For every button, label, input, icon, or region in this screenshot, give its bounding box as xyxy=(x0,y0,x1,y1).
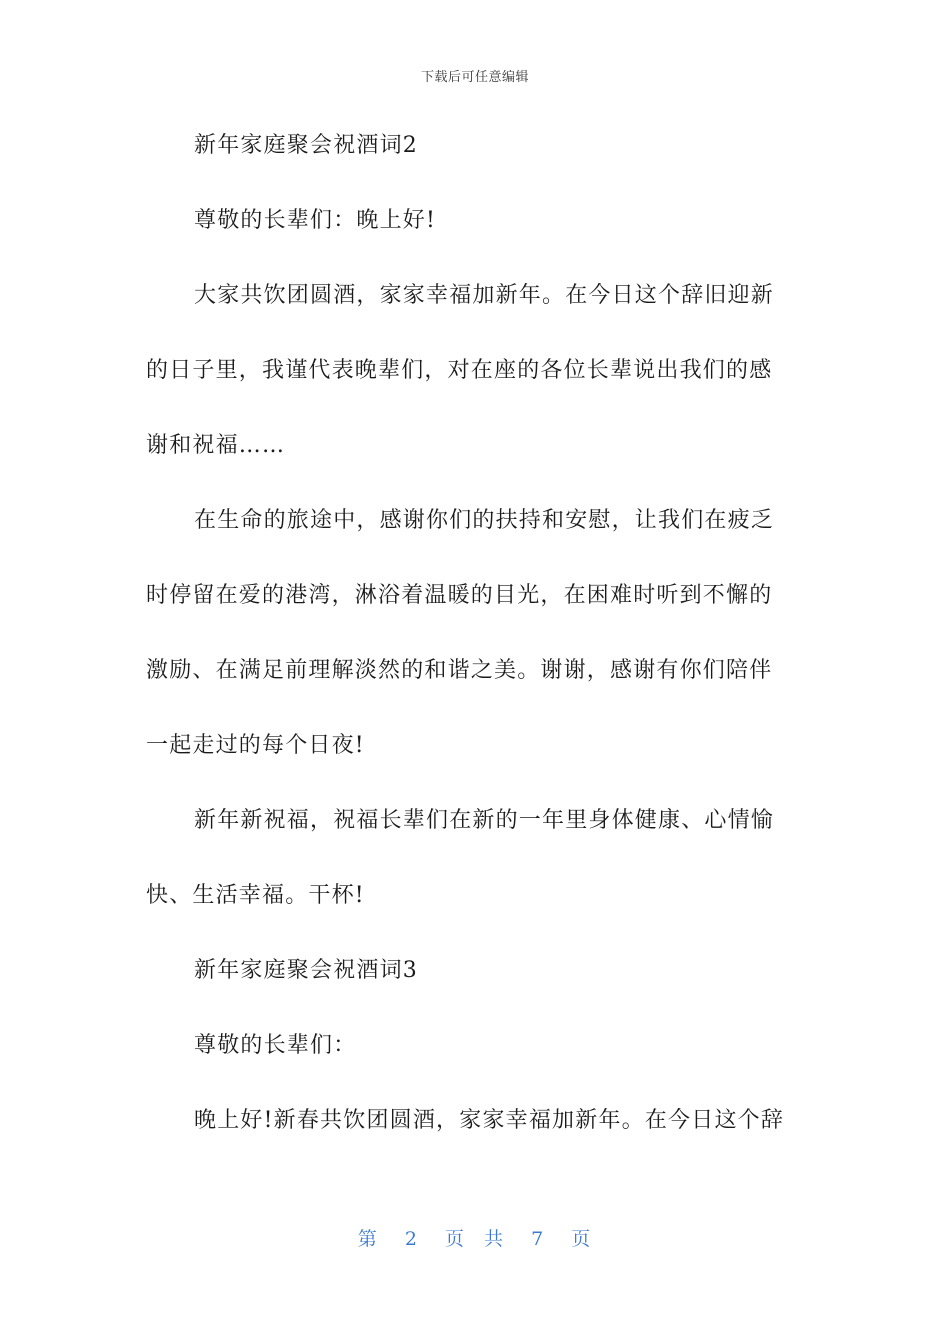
paragraph-line: 大家共饮团圆酒，家家幸福加新年。在今日这个辞旧迎新 xyxy=(194,283,775,308)
paragraph-line: 谢和祝福…… xyxy=(146,433,286,458)
paragraph-line: 新年新祝福，祝福长辈们在新的一年里身体健康、心情愉 xyxy=(194,808,775,833)
paragraph-line: 晚上好!新春共饮团圆酒，家家幸福加新年。在今日这个辞 xyxy=(194,1108,785,1133)
page-header: 下载后可任意编辑 xyxy=(420,70,529,85)
footer-middle: 页 共 xyxy=(444,1228,506,1250)
salutation: 尊敬的长辈们： xyxy=(194,1033,357,1058)
paragraph-line: 一起走过的每个日夜! xyxy=(146,733,365,758)
paragraph-line: 激励、在满足前理解淡然的和谐之美。谢谢，感谢有你们陪伴 xyxy=(146,658,773,683)
paragraph-line: 在生命的旅途中，感谢你们的扶持和安慰，让我们在疲乏 xyxy=(194,508,775,533)
footer-prefix: 第 xyxy=(357,1228,379,1250)
page-footer xyxy=(0,1224,950,1251)
salutation: 尊敬的长辈们：晚上好! xyxy=(194,208,437,233)
paragraph-line: 的日子里，我谨代表晚辈们，对在座的各位长辈说出我们的感 xyxy=(146,358,773,383)
footer-page-number: 2 xyxy=(404,1228,419,1250)
paragraph-line: 时停留在爱的港湾，淋浴着温暖的目光，在困难时听到不懈的 xyxy=(146,583,773,608)
footer-total-pages: 7 xyxy=(531,1228,546,1250)
document-body xyxy=(146,122,806,1172)
section-title: 新年家庭聚会祝酒词2 xyxy=(194,133,418,158)
footer-suffix: 页 xyxy=(571,1228,593,1250)
paragraph-line: 快、生活幸福。干杯! xyxy=(146,883,365,908)
section-title: 新年家庭聚会祝酒词3 xyxy=(194,958,418,983)
